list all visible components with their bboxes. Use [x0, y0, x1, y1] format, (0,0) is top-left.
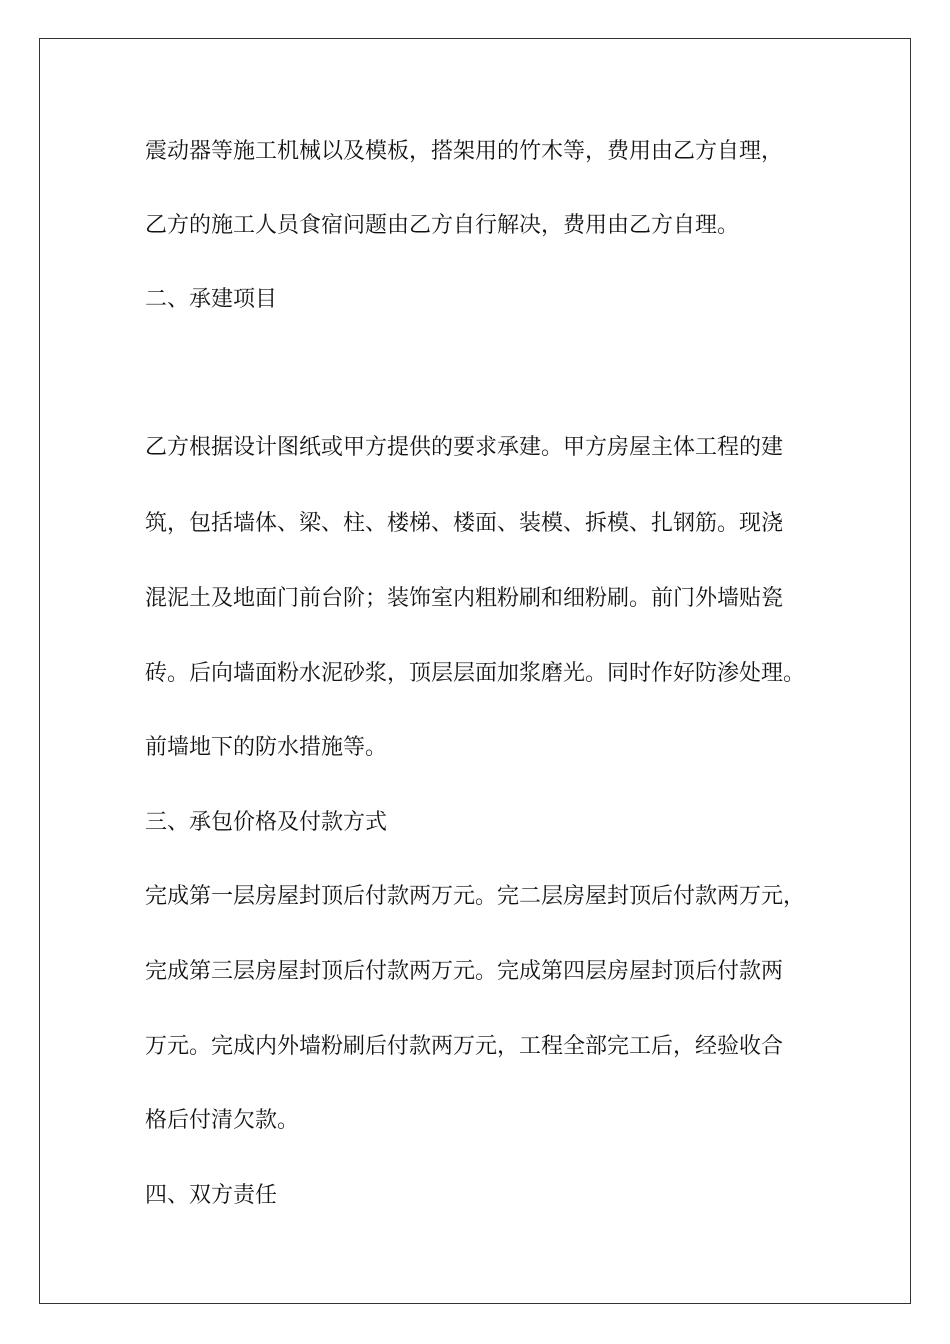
paragraph-line-6: 砖。后向墙面粉水泥砂浆，顶层层面加浆磨光。同时作好防渗处理。 — [145, 661, 806, 686]
section-heading-4: 四、双方责任 — [145, 1183, 278, 1208]
paragraph-line-1: 震动器等施工机械以及模板，搭架用的竹木等，费用由乙方自理， — [145, 139, 784, 164]
paragraph-line-4: 筑，包括墙体、梁、柱、楼梯、楼面、装模、拆模、扎钢筋。现浇 — [145, 511, 784, 536]
paragraph-line-3: 乙方根据设计图纸或甲方提供的要求承建。甲方房屋主体工程的建 — [145, 435, 784, 460]
section-heading-3: 三、承包价格及付款方式 — [145, 810, 388, 835]
section-heading-2: 二、承建项目 — [145, 287, 278, 312]
paragraph-line-7: 前墙地下的防水措施等。 — [145, 735, 388, 760]
paragraph-line-8: 完成第一层房屋封顶后付款两万元。完二层房屋封顶后付款两万元， — [145, 884, 806, 909]
paragraph-line-10: 万元。完成内外墙粉刷后付款两万元，工程全部完工后，经验收合 — [145, 1034, 784, 1059]
paragraph-line-5: 混泥土及地面门前台阶；装饰室内粗粉刷和细粉刷。前门外墙贴瓷 — [145, 586, 784, 611]
paragraph-line-11: 格后付清欠款。 — [145, 1108, 300, 1133]
paragraph-line-9: 完成第三层房屋封顶后付款两万元。完成第四层房屋封顶后付款两 — [145, 959, 784, 984]
paragraph-line-2: 乙方的施工人员食宿问题由乙方自行解决，费用由乙方自理。 — [145, 213, 740, 238]
